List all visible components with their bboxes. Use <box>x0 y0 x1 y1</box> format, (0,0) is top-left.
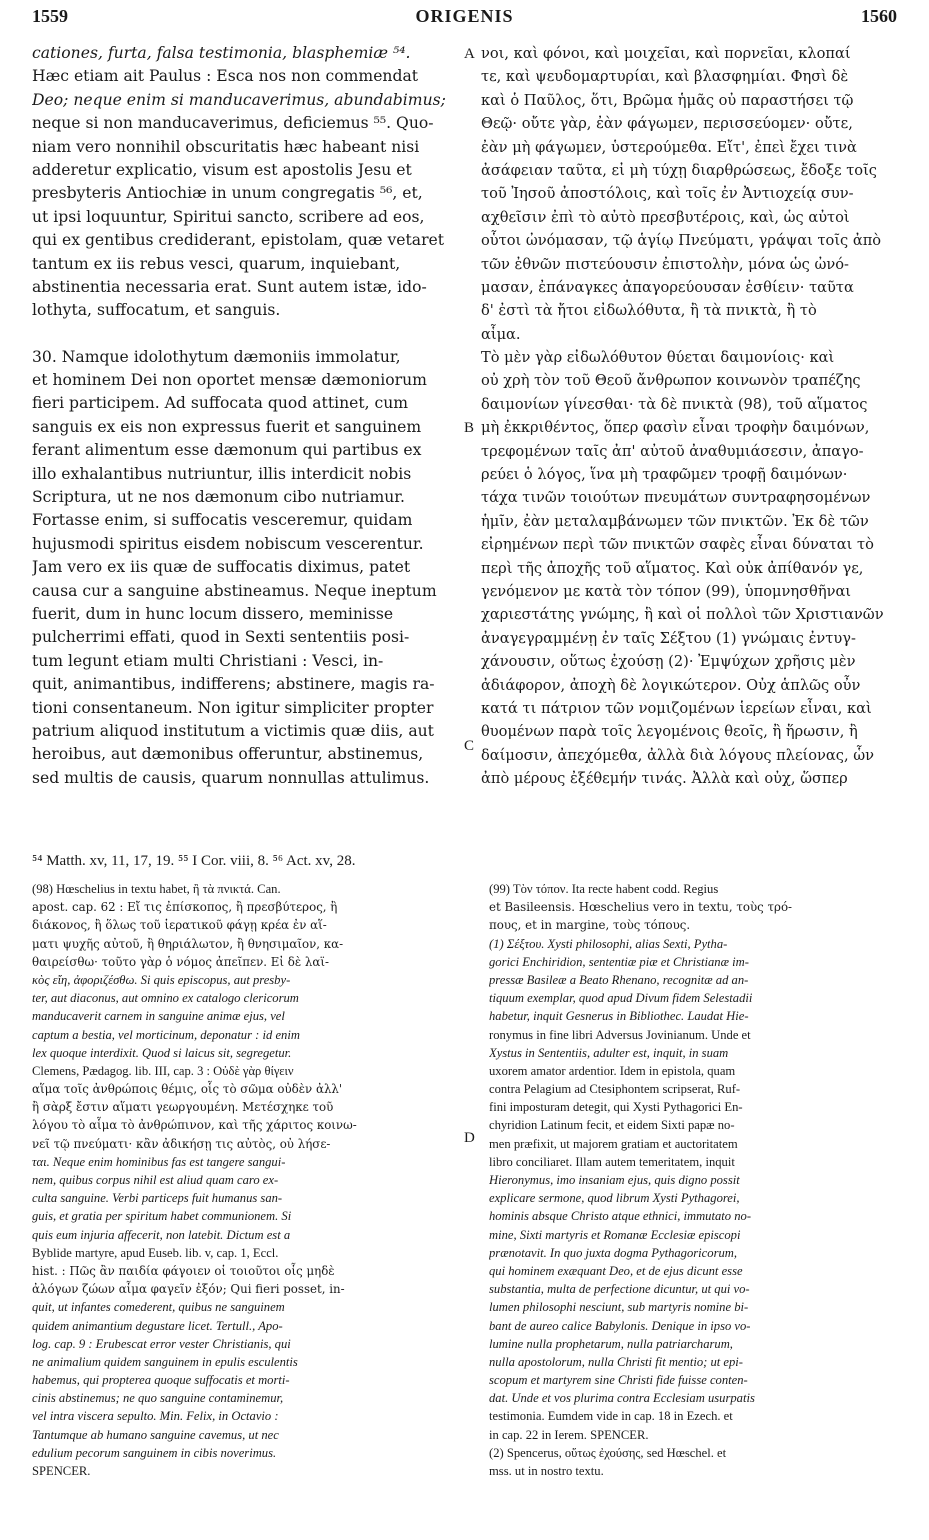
text-line: Fortasse enim, si suffocatis vesceremur, quidam <box>32 511 413 530</box>
note-line: culta sanguine. Verbi particeps fuit humanus san- <box>32 1191 283 1206</box>
note-line: lumen philosophi nesciunt, sub martyris nomine bi- <box>489 1300 749 1315</box>
text-line: ἀπὸ μέρους ἐξέθεμήν τινάς. Ἀλλὰ καὶ οὐχ, ὥσπερ <box>481 770 848 788</box>
margin-letter-c: C <box>464 738 475 754</box>
paragraph-gap <box>32 323 457 346</box>
text-line: οὗτοι ὠνόμασαν, τῷ ἁγίῳ Πνεύματι, γράψαι τοῖς ἀπὸ <box>481 232 882 250</box>
text-line: cationes, furta, falsa testimonia, blasphemiæ ⁵⁴. <box>32 44 411 62</box>
text-line: τάχα τινῶν τοιούτων πνευμάτων συντραφησομένων <box>481 489 871 507</box>
note-line: mss. ut in nostro textu. <box>489 1464 604 1478</box>
note-line: nulla apostolorum, nulla Christi fit mentio; ut epi- <box>489 1354 743 1369</box>
text-line: sed multis de causis, quarum nonnullas attulimus. <box>32 768 430 787</box>
text-line: patrium aliquod institutum a victimis quæ diis, aut <box>32 721 434 740</box>
text-line: αχθεῖσιν ἐπὶ τὸ αὐτὸ πρεσβυτέροις, καὶ, ὡς αὐτοὶ <box>481 208 850 226</box>
text-line: neque si non manducaverimus, deficiemus ⁵⁵. Quo- <box>32 114 434 133</box>
text-line: et hominem Dei non oportet mensæ dæmoniorum <box>32 371 427 390</box>
note-line: (2) Spencerus, οὕτως ἐχούσης, sed Hœschel. et <box>489 1445 727 1460</box>
greek-column <box>481 42 901 791</box>
note-line: in cap. 22 in Ierem. SPENCER. <box>489 1427 649 1442</box>
text-line: τῶν ἐθνῶν πιστεύουσιν ἐπιστολὴν, μόνα ὡς ὠνό- <box>481 255 849 273</box>
note-line: captum a bestia, vel morticinum, deponatur : id enim <box>32 1027 300 1042</box>
text-line: sanguis ex eis non expressus fuerit et sanguinem <box>32 417 422 436</box>
note-line: lumine nulla prophetarum, nulla patriarcharum, <box>489 1336 733 1351</box>
note-line: chyridion Latinum fecit, et eidem Sixti papæ no- <box>489 1118 735 1133</box>
note-line: testimonia. Eumdem vide in cap. 18 in Ezech. et <box>489 1409 733 1424</box>
text-line: μὴ ἐκκριθέντος, ὅπερ φασὶν εἶναι τροφὴν δαιμόνων, <box>481 419 870 437</box>
note-line: hist. : Πῶς ἂν παιδία φάγοιεν οἱ τοιοῦτοι οἷς μηδὲ <box>32 1263 335 1278</box>
note-line: mine, Sixti martyris et Romanæ Ecclesiæ episcopi <box>489 1227 741 1242</box>
note-line: πους, et in margine, τοὺς τόπους. <box>489 918 691 933</box>
text-line: ρεύει ὁ λόγος, ἵνα μὴ τραφῶμεν τροφῇ δαιμόνων· <box>481 466 848 484</box>
note-line: contra Pelagium ad Ctesiphontem scripserat, Ruf- <box>489 1082 741 1097</box>
text-line: hujusmodi spiritus eisdem nobiscum vescerentur. <box>32 534 424 553</box>
note-line: substantia, multa de perfectione dicuntur, ut qui vo- <box>489 1282 750 1297</box>
text-line: θυομένων παρὰ τοῖς λεγομένοις θεοῖς, ἢ ἥρωσιν, ἢ <box>481 723 858 741</box>
text-line: causa cur a sanguine abstineamus. Neque ineptum <box>32 581 437 600</box>
page-number-left: 1559 <box>32 6 68 26</box>
note-line: quidem animantium degustare licet. Tertull., Apo- <box>32 1318 283 1333</box>
text-line: καὶ ὁ Παῦλος, ὅτι, Βρῶμα ἡμᾶς οὐ παραστήσει τῷ <box>481 91 854 109</box>
text-line: Τὸ μὲν γὰρ εἰδωλόθυτον θύεται δαιμονίοις· καὶ <box>481 349 835 367</box>
text-line: illo exhalantibus nutriuntur, illis interdicit nobis <box>32 464 412 483</box>
latin-paragraph-2 <box>32 346 457 790</box>
text-line: 30. Namque idolothytum dæmoniis immolatur, <box>32 347 401 366</box>
text-line: ἀσάφειαν ταῦτα, εἰ μὴ τύχῃ διαρθρώσεως, ἔδοξε τοῖς <box>481 161 877 179</box>
running-title: ORIGENIS <box>415 6 514 26</box>
note-line: ne animalium quidem sanguinem in epulis esculentis <box>32 1354 298 1369</box>
note-line: vel intra viscera sepulto. Min. Felix, in Octavio : <box>32 1409 279 1424</box>
text-line: Jam vero ex iis quæ de suffocatis diximus, patet <box>32 558 411 577</box>
text-line: τοῦ Ἰησοῦ ἀποστόλοις, καὶ τοῖς ἐν Ἀντιοχείᾳ συν- <box>481 185 854 203</box>
note-line: quit, ut infantes comederent, quibus ne sanguinem <box>32 1300 285 1315</box>
note-line: qui hominem exæquant Deo, et de ejus dicunt esse <box>489 1263 743 1278</box>
greek-paragraph-2 <box>481 346 901 790</box>
text-line: εἰρημένων περὶ τῶν πνικτῶν σαφὲς εἶναι δύναται τὸ <box>481 536 874 554</box>
note-line: ἢ σὰρξ ἔστιν αἵματι γεωργουμένη. Μετέσχηκε τοῦ <box>32 1100 334 1115</box>
text-line: ἀναγεγραμμένῃ ἐν ταῖς Σέξτου (1) γνώμαις ἐντυγ- <box>481 629 856 647</box>
note-line: habemus, qui propterea quoque suffocatis et morti- <box>32 1373 290 1388</box>
text-line: χαριεστάτης γνώμης, ἣ καὶ οἱ πολλοὶ τῶν Χριστιανῶν <box>481 606 884 624</box>
note-line: κὸς εἴη, ἀφοριζέσθω. Si quis episcopus, aut presby- <box>32 972 291 987</box>
text-line: tum legunt etiam multi Christiani : Vesci, in- <box>32 651 384 670</box>
text-line: γενόμενον με κατὰ τὸν τόπον (99), ὑπομνησθῆναι <box>481 582 852 600</box>
note-line: bant de aureo calice Babylonis. Denique in ipso vo- <box>489 1318 751 1333</box>
note-line: Byblide martyre, apud Euseb. lib. v, cap. 1, Eccl. <box>32 1245 279 1260</box>
note-line: Tantumque ab humano sanguine cavemus, ut nec <box>32 1427 279 1442</box>
note-line: tiquum exemplar, quod apud Divum fidem Selestadii <box>489 991 753 1006</box>
note-line: Hieronymus, imo insaniam ejus, quis digno possit <box>489 1173 740 1187</box>
text-line: αἷμα. <box>481 325 521 343</box>
note-line: ronymus in fine libri Adversus Jovinianum. Unde et <box>489 1027 751 1042</box>
latin-column <box>32 42 457 790</box>
note-line: (99) Τὸν τόπον. Ita recte habent codd. Regius <box>489 882 719 896</box>
text-line: Θεῷ· οὔτε γὰρ, ἐὰν φάγωμεν, περισσεύομεν· οὔτε, <box>481 115 853 133</box>
text-line: fuerit, dum in hunc locum dissero, meminisse <box>32 604 394 623</box>
text-line: νοι, καὶ φόνοι, καὶ μοιχεῖαι, καὶ πορνεῖαι, κλοπαί <box>481 45 851 62</box>
note-line: fini imposturam detegit, qui Xysti Pythagorici En- <box>489 1100 743 1115</box>
note-line: uxorem amator ardentior. Idem in epistola, quam <box>489 1063 736 1078</box>
text-line: abstinentia necessaria erat. Sunt autem istæ, ido- <box>32 277 427 296</box>
note-line: ter, aut diaconus, aut omnino ex catalogo clericorum <box>32 991 299 1006</box>
text-line: Scriptura, ut ne nos dæmonum cibo nutriamur. <box>32 488 406 507</box>
scripture-references: ⁵⁴ Matth. xv, 11, 17, 19. ⁵⁵ I Cor. viii, 8. ⁵⁶ Act. xv, 28. <box>32 853 356 869</box>
text-line: Hæc etiam ait Paulus : Esca nos non commendat <box>32 67 419 86</box>
text-line: presbyteris Antiochiæ in unum congregatis ⁵⁶, et, <box>32 184 423 203</box>
note-line: θαιρείσθω· τοῦτο γὰρ ὁ νόμος ἀπεῖπεν. Εἰ δὲ λαϊ- <box>32 954 329 969</box>
note-line: lex quoque interdixit. Quod si laicus sit, segregetur. <box>32 1045 292 1060</box>
note-line: gorici Enchiridion, sententiæ piæ et Christianæ im- <box>489 954 749 969</box>
text-line: ἀδιάφορον, ἀποχὴ δὲ λογικώτερον. Οὐχ ἁπλῶς οὖν <box>481 676 861 694</box>
note-line: pressæ Basileæ a Beato Rhenano, recognitæ ad an- <box>489 972 749 987</box>
text-line: adderetur explicatio, visum est apostolis Jesu et <box>32 160 412 179</box>
note-line: quis eum injuria affecerit, non latebit. Dictum est a <box>32 1227 291 1242</box>
text-line: δ' ἐστὶ τὰ ἤτοι εἰδωλόθυτα, ἢ τὰ πνικτὰ, ἢ τὸ <box>481 302 817 320</box>
text-line: μασαν, ἐπάναγκες ἀπαγορεύουσαν ἐσθίειν· ταῦτα <box>481 278 854 296</box>
note-line: scopum et martyrem sine Christi fide fuisse conten- <box>489 1373 748 1388</box>
text-line: δαιμονίων γίνεσθαι· τὰ δὲ πνικτὰ (98), τοῦ αἵματος <box>481 395 868 413</box>
text-line: tioni consentaneum. Non igitur simpliciter propter <box>32 698 434 717</box>
note-line: Clemens, Pædagog. lib. III, cap. 3 : Οὐδὲ γὰρ θίγειν <box>32 1063 294 1078</box>
note-line: guis, et gratia per spiritum habet communionem. Si <box>32 1209 292 1224</box>
margin-letter-d: D <box>464 1130 475 1146</box>
note-line: cinis abstinemus; ne quo sanguine contaminemur, <box>32 1391 284 1406</box>
note-line: log. cap. 9 : Erubescat error vester Christianis, qui <box>32 1336 291 1351</box>
footnotes-left <box>32 880 452 1480</box>
text-line: χάνουσιν, οὕτως ἐχούσῃ (2)· Ἐμψύχων χρῆσις μὲν <box>481 653 856 671</box>
footnotes-right <box>489 880 901 1480</box>
text-line: τε, καὶ ψευδομαρτυρίαι, καὶ βλασφημίαι. Φησὶ δὲ <box>481 68 849 86</box>
note-line: libro conciliaret. Illam autem temeritatem, inquit <box>489 1154 735 1169</box>
text-line: pulcherrimi effati, quod in Sexti sententiis posi- <box>32 628 410 647</box>
text-line: quit, animantibus, indifferens; abstinere, magis ra- <box>32 675 435 694</box>
text-line: ἡμῖν, ἐὰν μεταλαμβάνωμεν τῶν πνικτῶν. Ἐκ δὲ τῶν <box>481 512 869 530</box>
note-line: νεῖ τῷ πνεύματι· κἂν ἀδικήσῃ τις αὐτὸς, οὐ λήσε- <box>32 1136 331 1151</box>
note-line: Xystus in Sententiis, adulter est, inquit, in suam <box>489 1045 729 1060</box>
note-line: ται. Neque enim hominibus fas est tangere sangui- <box>32 1154 286 1169</box>
text-line: δαίμοσιν, ἀπεχόμεθα, ἀλλὰ διὰ λόγους πλείονας, ὧν <box>481 746 875 764</box>
note-line: (98) Hœschelius in textu habet, ἢ τὰ πνικτά. Can. <box>32 882 281 896</box>
note-line: apost. cap. 62 : Εἴ τις ἐπίσκοπος, ἢ πρεσβύτερος, ἢ <box>32 900 338 915</box>
note-line: hominis absque Christo atque ethnici, immutato no- <box>489 1209 752 1224</box>
note-line: manducaverit carnem in sanguine animæ ejus, vel <box>32 1009 285 1024</box>
note-line: αἵμα τοῖς ἀνθρώποις θέμις, οἷς τὸ σῶμα οὐδὲν ἀλλ' <box>32 1082 343 1097</box>
text-line: lothyta, suffocatum, et sanguis. <box>32 301 281 320</box>
text-line: fieri participem. Ad suffocata quod attinet, cum <box>32 394 409 413</box>
note-line: dat. Unde et vos plurima contra Ecclesiam usurpatis <box>489 1391 755 1406</box>
note-line: (1) Σέξτου. Xysti philosophi, alias Sexti, Pytha- <box>489 936 728 951</box>
note-line: ματι ψυχῆς αὐτοῦ, ἢ θηριάλωτον, ἢ θνησιμαῖον, κα- <box>32 936 344 951</box>
text-line: tantum ex iis rebus vesci, quarum, inquiebant, <box>32 254 401 273</box>
text-line: niam vero nonnihil obscuritatis hæc habeant nisi <box>32 137 420 156</box>
note-line: prænotavit. In quo juxta dogma Pythagoricorum, <box>489 1245 738 1260</box>
text-line: οὐ χρὴ τὸν τοῦ Θεοῦ ἄνθρωπον κοινωνὸν τραπέζης <box>481 372 861 390</box>
text-line: heroibus, aut dæmonibus offeruntur, abstinemus, <box>32 745 424 764</box>
note-line: et Basileensis. Hœschelius vero in textu, τοὺς τρό- <box>489 900 793 915</box>
text-line: τρεφομένων ταῖς ἀπ' αὐτοῦ ἀναθυμιάσεσιν, ἀπαγο- <box>481 442 864 460</box>
note-line: habetur, inquit Gesnerus in Bibliothec. Laudat Hie- <box>489 1009 749 1024</box>
note-line: λόγου τὸ αἷμα τὸ ἀνθρώπινον, καὶ τῆς χάριτος κοινω- <box>32 1118 357 1133</box>
text-line: qui ex gentibus crediderant, epistolam, quæ vetaret <box>32 231 445 250</box>
note-line: edulium pecorum sanguinem in cibis noverimus. <box>32 1445 277 1460</box>
note-line: ἀλόγων ζώων αἷμα φαγεῖν ἐξόν; Qui fieri posset, in- <box>32 1282 345 1297</box>
margin-letter-a: A <box>464 46 475 62</box>
text-line: ἐὰν μὴ φάγωμεν, ὑστερούμεθα. Εἴτ', ἐπεὶ ἔχει τινὰ <box>481 138 857 156</box>
note-line: nem, quibus corpus nihil est aliud quam caro ex- <box>32 1173 279 1187</box>
text-line: Deo; neque enim si manducaverimus, abundabimus; <box>32 90 446 109</box>
text-line: ferant alimentum esse dæmonum qui partibus ex <box>32 441 422 460</box>
greek-paragraph-1 <box>481 42 901 346</box>
note-line: διάκονος, ἢ ὅλως τοῦ ἱερατικοῦ φάγῃ κρέα ἐν αἵ- <box>32 918 327 933</box>
text-line: κατά τι πάτριον τῶν νομιζομένων ἱερείων εἶναι, καὶ <box>481 699 872 717</box>
text-line: ut ipsi loquuntur, Spiritui sancto, scribere ad eos, <box>32 207 425 226</box>
note-line: explicare sermone, quod librum Xysti Pythagorei, <box>489 1191 740 1206</box>
text-line: περὶ τῆς ἀποχῆς τοῦ αἵματος. Καὶ οὐκ ἀπίθανόν γε, <box>481 559 864 577</box>
page-number-right: 1560 <box>861 6 897 26</box>
running-header <box>32 6 897 36</box>
note-line: men præfixit, ut majorem gratiam et auctoritatem <box>489 1136 738 1151</box>
note-line: SPENCER. <box>32 1464 91 1478</box>
latin-paragraph-1 <box>32 42 457 323</box>
margin-letter-b: B <box>464 420 475 436</box>
